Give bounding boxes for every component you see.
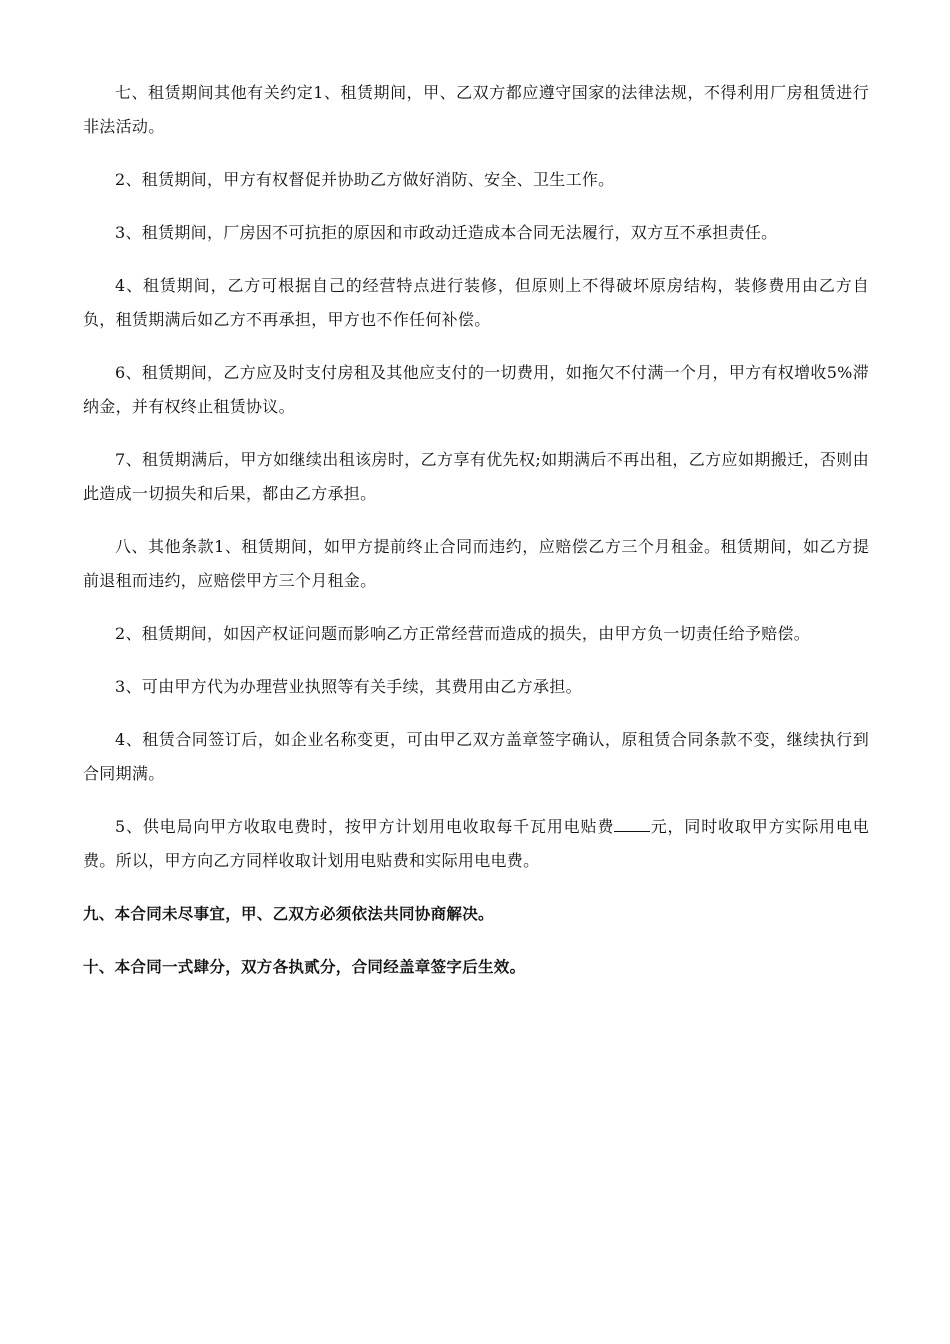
clause-8-item-5 xyxy=(83,810,869,878)
clause-8-item-5-before-blank: 5、供电局向甲方收取电费时，按甲方计划用电收取每千瓦用电贴费 xyxy=(115,817,615,836)
clause-7-item-6: 6、租赁期间，乙方应及时支付房租及其他应支付的一切费用，如拖欠不付满一个月，甲方有权增收5%滞纳金，并有权终止租赁协议。 xyxy=(83,363,869,416)
clause-7-item-7: 7、租赁期满后，甲方如继续出租该房时，乙方享有优先权;如期满后不再出租，乙方应如期搬迁，否则由此造成一切损失和后果，都由乙方承担。 xyxy=(83,450,869,503)
clause-7-intro: 七、租赁期间其他有关约定1、租赁期间，甲、乙双方都应遵守国家的法律法规，不得利用厂房租赁进行非法活动。 xyxy=(83,83,869,136)
clause-8-item-3: 3、可由甲方代为办理营业执照等有关手续，其费用由乙方承担。 xyxy=(115,677,582,696)
clause-7-item-4: 4、租赁期间，乙方可根据自己的经营特点进行装修，但原则上不得破坏原房结构，装修费用由乙方自负，租赁期满后如乙方不再承担，甲方也不作任何补偿。 xyxy=(83,276,869,329)
clause-9: 九、本合同未尽事宜，甲、乙双方必须依法共同协商解决。 xyxy=(83,905,494,923)
clause-8-item-4: 4、租赁合同签订后，如企业名称变更，可由甲乙双方盖章签字确认，原租赁合同条款不变，继续执行到合同期满。 xyxy=(83,730,869,783)
clause-10: 十、本合同一式肆分，双方各执贰分，合同经盖章签字后生效。 xyxy=(83,958,526,976)
fee-amount-blank xyxy=(614,817,650,832)
clause-8-item-5-after-blank: 元，同时收取甲方实际用电电费。所以，甲方向乙方同样收取计划用电贴费和实际用电电费。 xyxy=(83,817,869,870)
clause-8-item-2: 2、租赁期间，如因产权证问题而影响乙方正常经营而造成的损失，由甲方负一切责任给予赔偿。 xyxy=(115,624,811,643)
clause-7-item-3: 3、租赁期间，厂房因不可抗拒的原因和市政动迁造成本合同无法履行，双方互不承担责任。 xyxy=(115,223,778,242)
clause-8-intro: 八、其他条款1、租赁期间，如甲方提前终止合同而违约，应赔偿乙方三个月租金。租赁期间，如乙方提前退租而违约，应赔偿甲方三个月租金。 xyxy=(83,537,869,590)
clause-7-item-2: 2、租赁期间，甲方有权督促并协助乙方做好消防、安全、卫生工作。 xyxy=(115,170,615,189)
document-page xyxy=(83,76,869,1003)
